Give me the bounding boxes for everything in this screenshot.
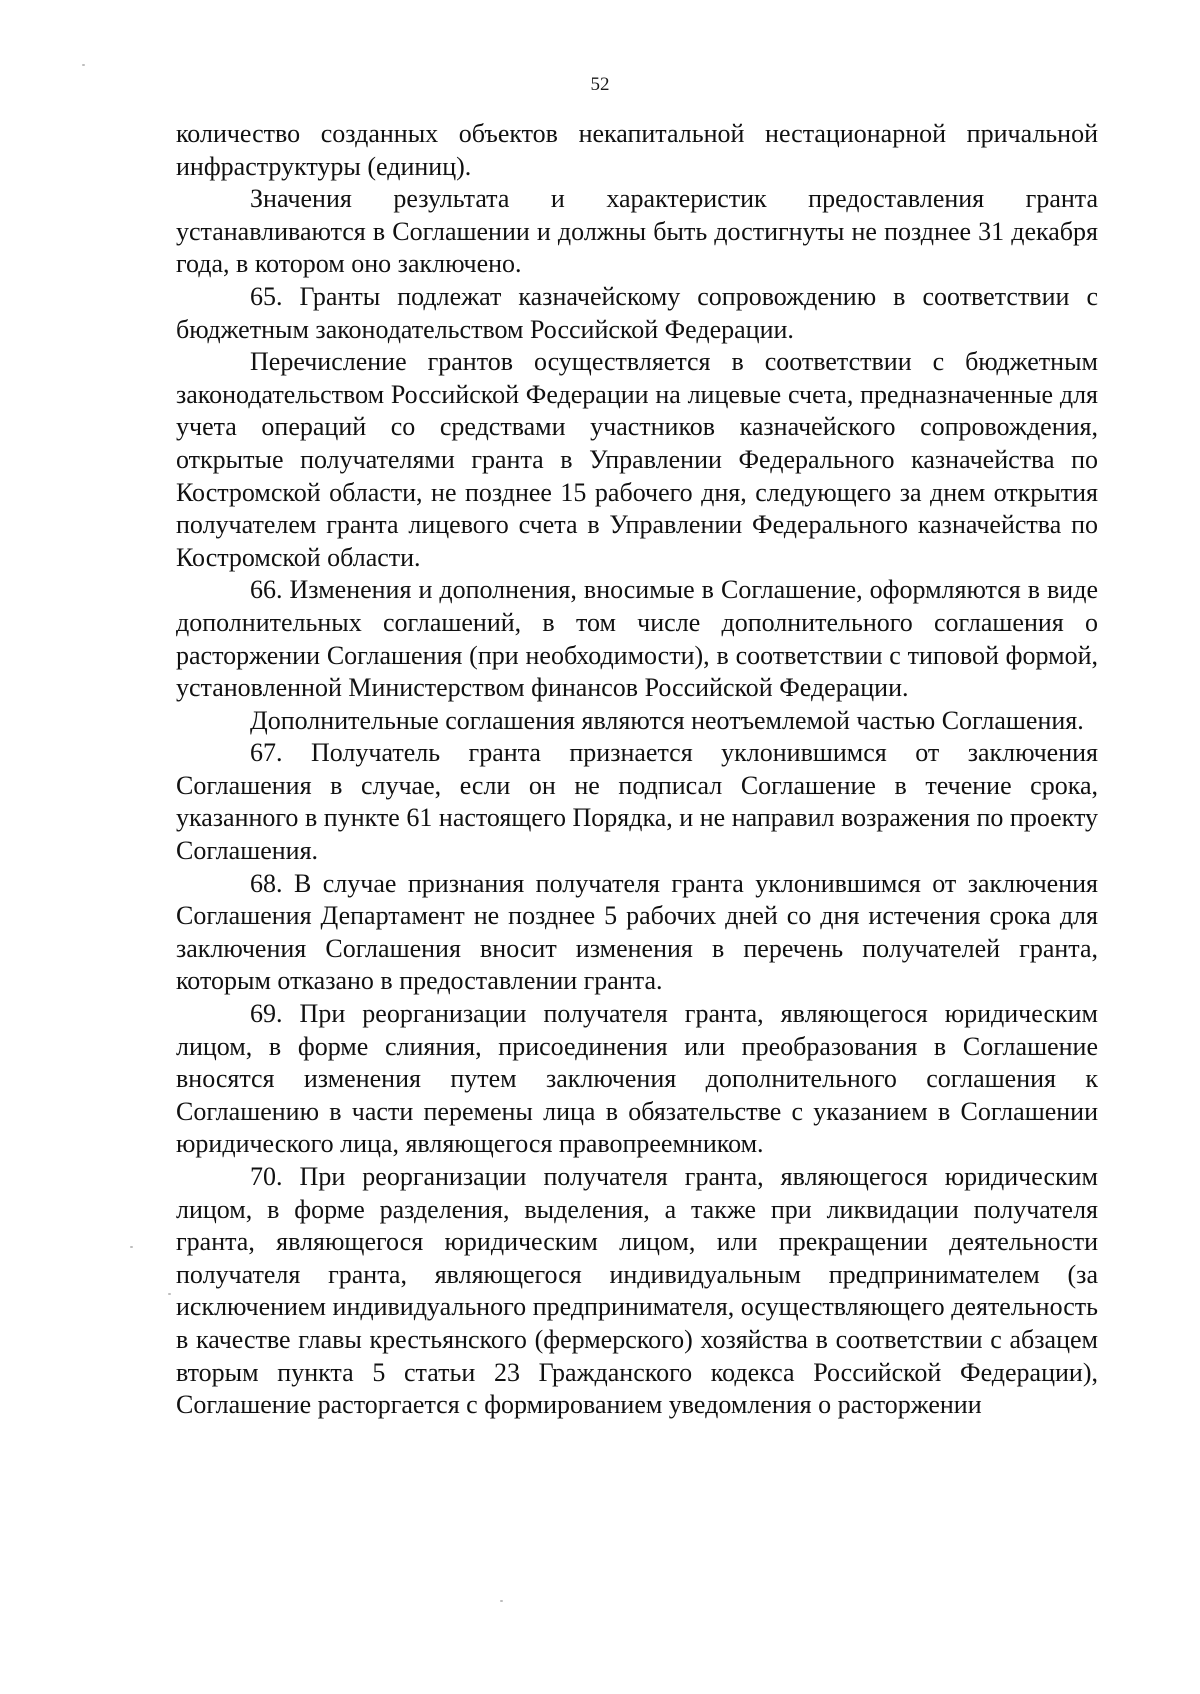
paragraph: 67. Получатель гранта признается уклонившимся от заключения Соглашения в случае, если он не подписал Соглашение в течение срока, указанного в пункте 61 настоящего Порядка, и не направил возражения по проекту Соглашения. [176,738,1098,866]
document-body [176,118,1098,1422]
scan-speck [130,1246,133,1248]
paragraph: 66. Изменения и дополнения, вносимые в Соглашение, оформляются в виде дополнительных соглашений, в том числе дополнительного соглашения о расторжении Соглашения (при необходимости), в соответствии с типовой формой, установленной Министерством финансов Российской Федерации. [176,575,1098,703]
paragraph: Дополнительные соглашения являются неотъемлемой частью Соглашения. [250,705,1084,735]
paragraph: количество созданных объектов некапитальной нестационарной причальной инфраструктуры (единиц). [176,119,1098,181]
scan-speck [500,1600,503,1602]
paragraph: 70. При реорганизации получателя гранта, являющегося юридическим лицом, в форме разделения, выделения, а также при ликвидации получателя гранта, являющегося юридическим лицом, или прекращении деятельности получателя гранта, являющегося индивидуальным предпринимателем (за исключением индивидуального предпринимателя, осуществляющего деятельность в качестве главы крестьянского (фермерского) хозяйства в соответствии с абзацем вторым пункта 5 статьи 23 Гражданского кодекса Российской Федерации), Соглашение расторгается с формированием уведомления о расторжении [176,1162,1098,1420]
paragraph: Значения результата и характеристик предоставления гранта устанавливаются в Соглашении и должны быть достигнуты не позднее 31 декабря года, в котором оно заключено. [176,184,1098,279]
paragraph: 65. Гранты подлежат казначейскому сопровождению в соответствии с бюджетным законодательством Российской Федерации. [176,281,1098,344]
paragraph: 68. В случае признания получателя гранта уклонившимся от заключения Соглашения Департамент не позднее 5 рабочих дней со дня истечения срока для заключения Соглашения вносит изменения в перечень получателей гранта, которым отказано в предоставлении гранта. [176,868,1098,996]
scan-speck [168,1293,171,1295]
page-number: 52 [590,74,610,95]
paragraph: 69. При реорганизации получателя гранта, являющегося юридическим лицом, в форме слияния, присоединения или преобразования в Соглашение вносятся изменения путем заключения дополнительного соглашения к Соглашению в части перемены лица в обязательстве с указанием в Соглашении юридического лица, являющегося правопреемником. [176,999,1098,1159]
scan-speck [82,64,85,66]
paragraph: Перечисление грантов осуществляется в соответствии с бюджетным законодательством Российской Федерации на лицевые счета, предназначенные для учета операций со средствами участников казначейского сопровождения, открытые получателями гранта в Управлении Федерального казначейства по Костромской области, не позднее 15 рабочего дня, следующего за днем открытия получателем гранта лицевого счета в Управлении Федерального казначейства по Костромской области. [176,347,1098,572]
